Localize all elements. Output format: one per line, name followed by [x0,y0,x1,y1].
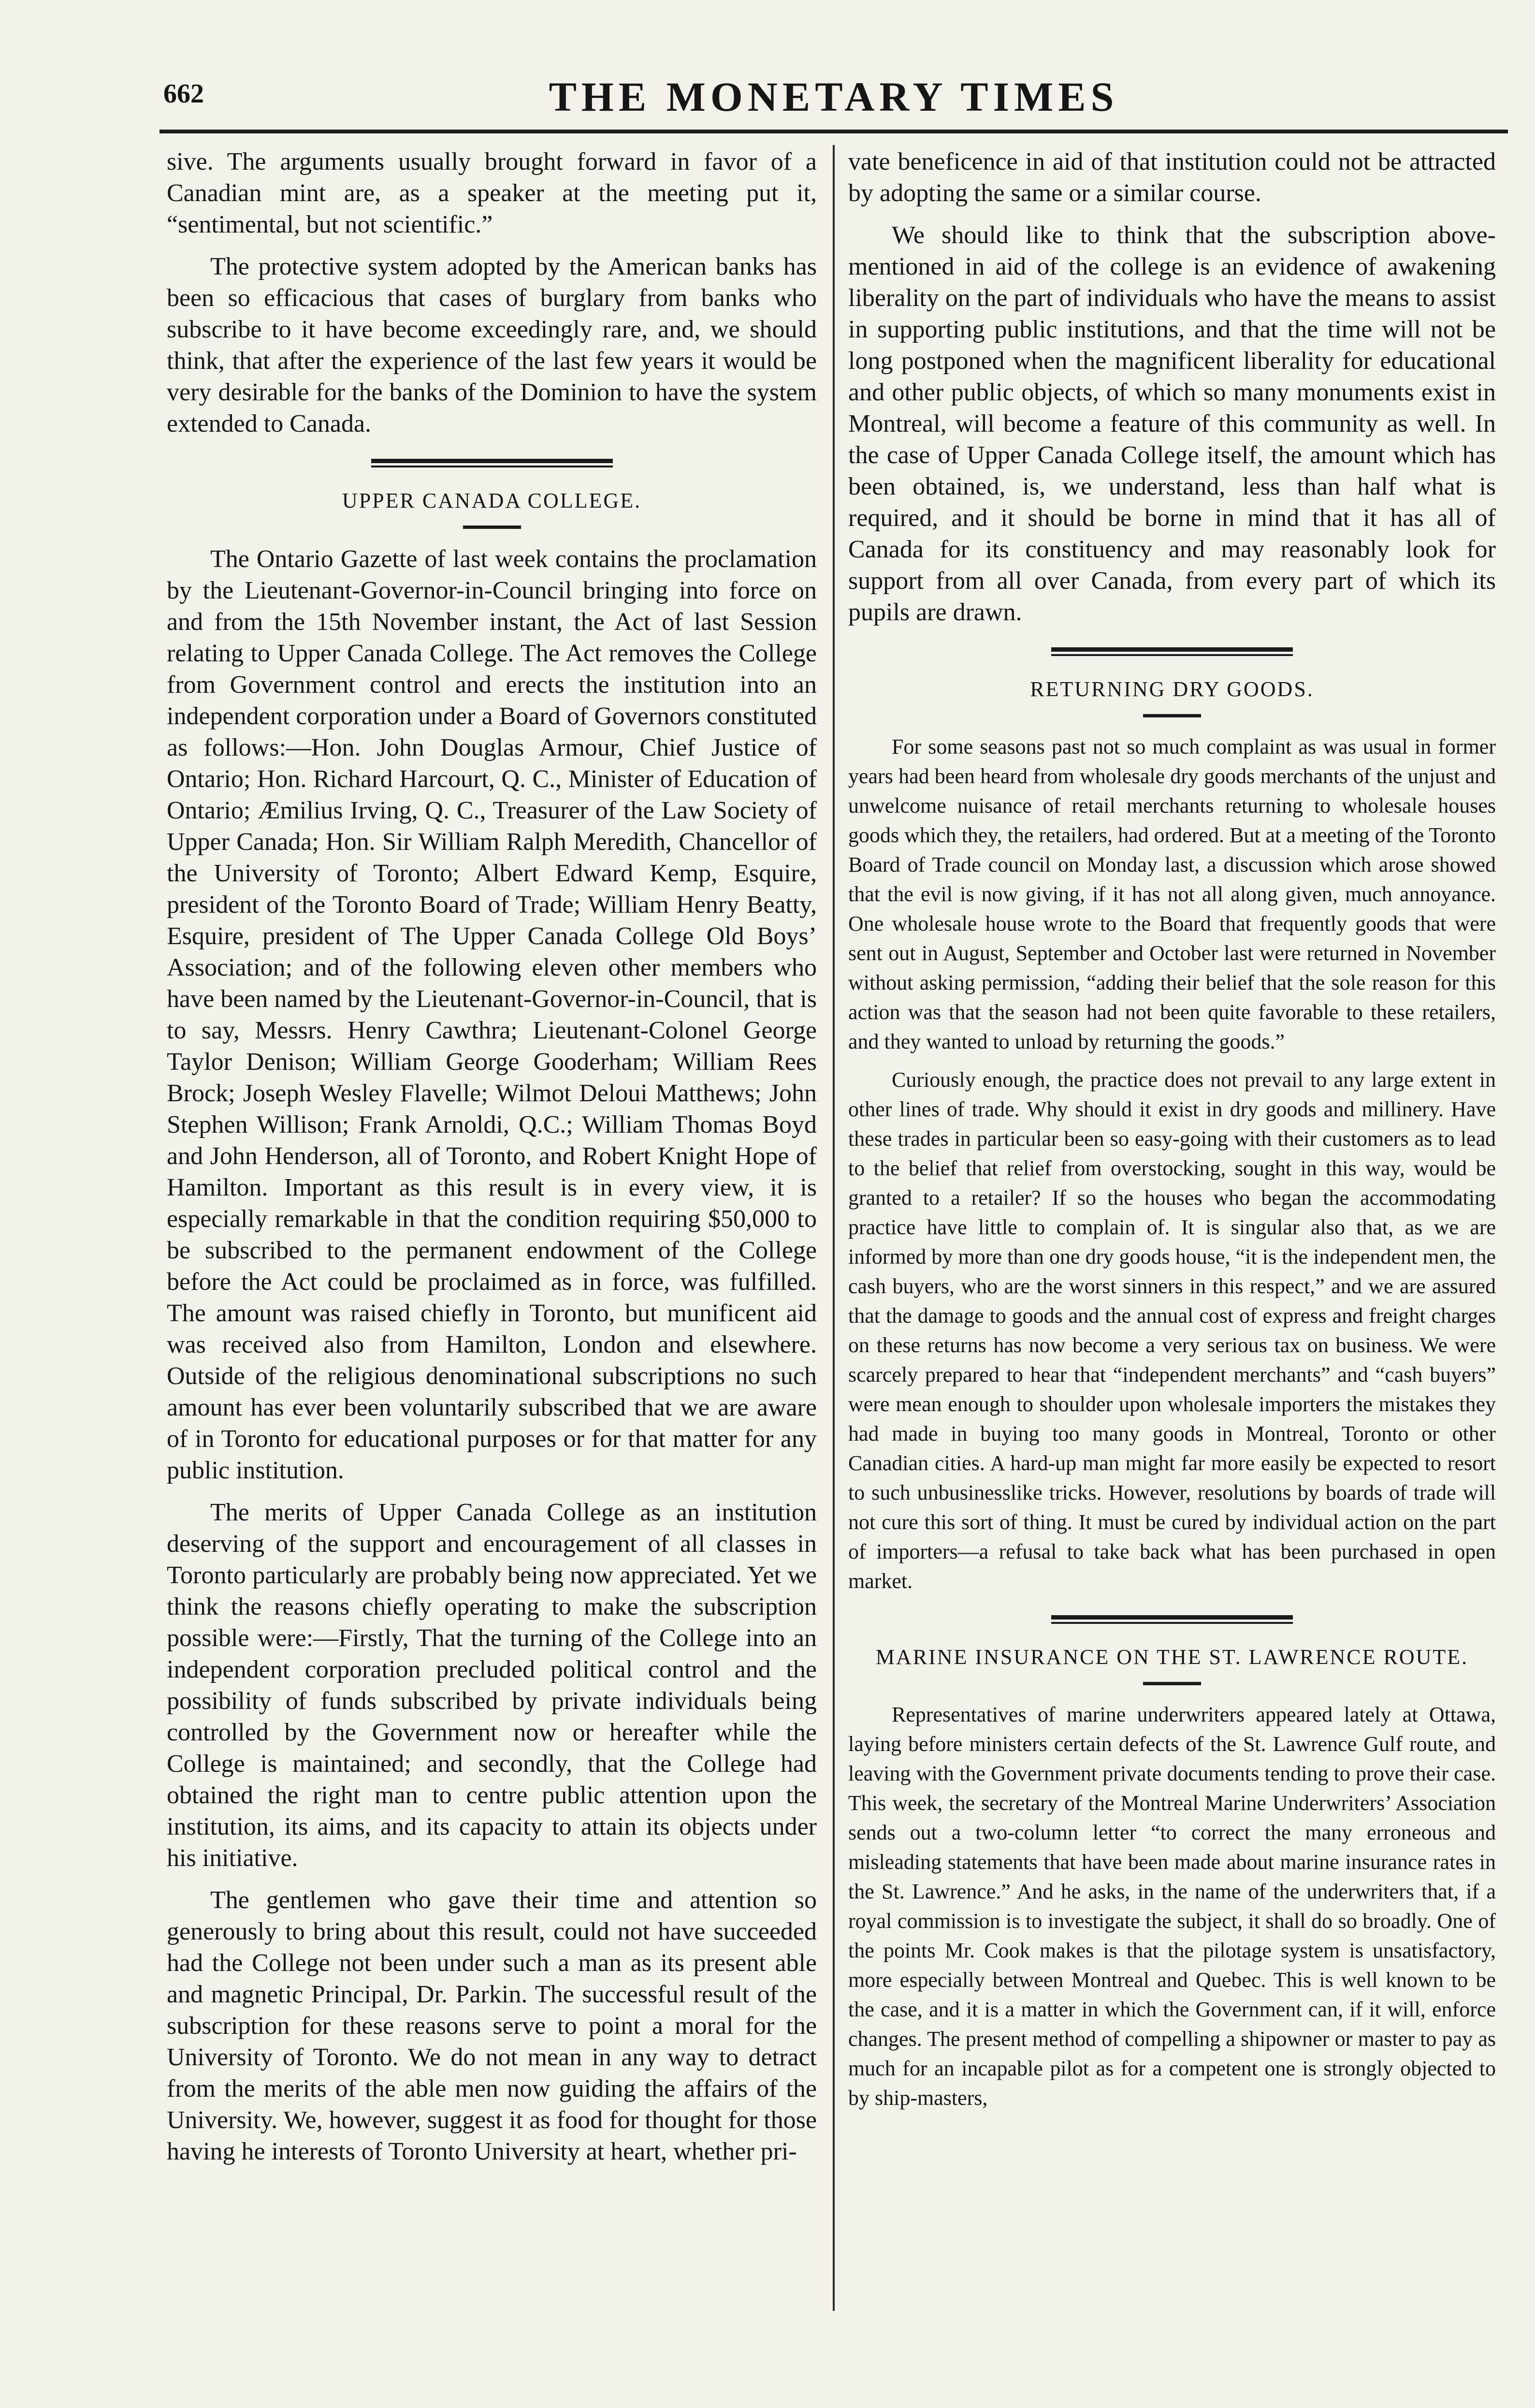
intro-paragraph: The protective system adopted by the American banks has been so efficacious that cases of burglary from banks who subscribe to it have become exceedingly rare, and, we should think, that after the experience of the last few years it would be very desirable for the banks of the Dominion to have the system extended to Canada. [167,253,817,438]
continuation-paragraph: vate beneficence in aid of that institution could not be attracted by adopting the same or a similar course. [848,148,1496,207]
column-divider [833,145,835,2311]
title-rule [463,525,521,529]
section-divider [371,459,613,469]
section-divider [1051,647,1293,658]
article-body [848,732,1496,1596]
publication-title: THE MONETARY TIMES [549,73,1119,120]
section-divider [1051,1615,1293,1626]
article-title: UPPER CANADA COLLEGE. [342,489,642,512]
article-paragraph: Representatives of marine underwriters appeared lately at Ottawa, laying before ministers certain defects of the St. Lawrence Gulf route, and leaving with the Government private documents tending to prove their case. This week, the secretary of the Montreal Marine Underwriters’ Association sends out a two-column letter “to correct the many erroneous and misleading statements that have been made about marine insurance rates in the St. Lawrence.” And he asks, in the name of the underwriters that, if a royal commission is to investigate the subject, it shall do so broadly. One of the points Mr. Cook makes is that the pilotage system is unsatisfactory, more especially between Montreal and Quebec. This is well known to be the case, and it is a matter in which the Government can, if it will, enforce changes. The present method of compelling a shipowner or master to pay as much for an incapable pilot as for a competent one is strongly objected to by ship-masters, [848,1703,1496,2110]
continuation-paragraph: We should like to think that the subscription above-mentioned in aid of the college is an evidence of awakening liberality on the part of individuals who have the means to assist in supporting public institutions, and that the time will not be long postponed when the magnificent liberality for educational and other public objects, of which so many monuments exist in Montreal, will become a feature of this community as well. In the case of Upper Canada College itself, the amount which has been obtained, is, we understand, less than half what is required, and it should be borne in mind that it has all of Canada for its constituency and may reasonably look for support from all over Canada, from every part of which its pupils are drawn. [848,221,1496,626]
article-title: MARINE INSURANCE ON THE ST. LAWRENCE ROUTE. [875,1645,1469,1669]
right-column [848,146,1496,2113]
article-paragraph: For some seasons past not so much complaint as was usual in former years had been heard from wholesale dry goods merchants of the unjust and unwelcome nuisance of retail merchants returning to wholesale houses goods which they, the retailers, had ordered. But at a meeting of the Toronto Board of Trade council on Monday last, a discussion which arose showed that the evil is now giving, if it has not all along given, much annoyance. One wholesale house wrote to the Board that frequently goods that were sent out in August, September and October last were returned in November without asking permission, “adding their belief that the sole reason for this action was that the season had not been quite favorable to these retailers, and they wanted to unload by returning the goods.” [848,735,1496,1053]
title-rule [1143,714,1201,717]
left-column [167,146,817,2167]
article-paragraph: The Ontario Gazette of last week contains the proclamation by the Lieutenant-Governor-in-Council bringing into force on and from the 15th November instant, the Act of last Session relating to Upper Canada College. The Act removes the College from Government control and erects the institution into an independent corporation under a Board of Governors constituted as follows:—Hon. John Douglas Armour, Chief Justice of Ontario; Hon. Richard Harcourt, Q. C., Minister of Education of Ontario; Æmilius Irving, Q. C., Treasurer of the Law Society of Upper Canada; Hon. Sir William Ralph Meredith, Chancellor of the University of Toronto; Albert Edward Kemp, Esquire, president of the Toronto Board of Trade; William Henry Beatty, Esquire, president of The Upper Canada College Old Boys’ Association; and of the following eleven other members who have been named by the Lieutenant-Governor-in-Council, that is to say, Messrs. Henry Cawthra; Lieutenant-Colonel George Taylor Denison; William George Gooderham; William Rees Brock; Joseph Wesley Flavelle; Wilmot Deloui Matthews; John Stephen Willison; Frank Arnoldi, Q.C.; William Thomas Boyd and John Henderson, all of Toronto, and Robert Knight Hope of Hamilton. Important as this result is in every view, it is especially remarkable in that the condition requiring $50,000 to be subscribed to the permanent endowment of the College before the Act could be proclaimed as in force, was fulfilled. The amount was raised chiefly in Toronto, but munificent aid was received also from Hamilton, London and elsewhere. Outside of the religious denominational subscriptions no such amount has ever been voluntarily subscribed that we are aware of in Toronto for educational purposes or for that matter for any public institution. [167,545,817,1484]
header-rule [159,130,1508,133]
article-paragraph: The gentlemen who gave their time and attention so generously to bring about this result, could not have succeeded had the College not been under such a man as its present able and magnetic Principal, Dr. Parkin. The successful result of the subscription for these reasons serve to point a moral for the University of Toronto. We do not mean in any way to detract from the merits of the able men now guiding the affairs of the University. We, however, suggest it as food for thought for those having he interests of Toronto University at heart, whether pri- [167,1886,817,2165]
intro-paragraph: sive. The arguments usually brought forward in favor of a Canadian mint are, as a speaker at the meeting put it, “sentimental, but not scientific.” [167,148,817,238]
article-paragraph: The merits of Upper Canada College as an institution deserving of the support and encouragement of all classes in Toronto particularly are probably being now appreciated. Yet we think the reasons chiefly operating to make the subscription possible were:—Firstly, That the turning of the College into an independent corporation precluded political control and the possibility of funds subscribed by private individuals being controlled by the Government now or hereafter while the College is maintained; and secondly, that the College had obtained the right man to centre public attention upon the institution, its aims, and its capacity to attain its objects under his initiative. [167,1499,817,1872]
page-header [159,73,1508,131]
article-title: RETURNING DRY GOODS. [1030,677,1314,701]
page-number: 662 [163,79,204,109]
title-rule [1143,1682,1201,1685]
article-body [848,1700,1496,2113]
article-paragraph: Curiously enough, the practice does not prevail to any large extent in other lines of trade. Why should it exist in dry goods and millinery. Have these trades in particular been so easy-going with their customers as to lead to the belief that relief from overstocking, sought in this way, would be granted to a retailer? If so the houses who began the accommodating practice have little to complain of. It is singular also that, as we are informed by more than one dry goods house, “it is the independent men, the cash buyers, who are the worst sinners in this respect,” and we are assured that the damage to goods and the annual cost of express and freight charges on these returns has now become a very serious tax on business. We were scarcely prepared to hear that “independent merchants” and “cash buyers” were mean enough to shoulder upon wholesale importers the mistakes they had made in buying too many goods in Montreal, Toronto or other Canadian cities. A hard-up man might far more easily be expected to resort to such unbusinesslike tricks. However, resolutions by boards of trade will not cure this sort of thing. It must be cured by individual action on the part of importers—a refusal to take back what has been purchased in open market. [848,1068,1496,1593]
